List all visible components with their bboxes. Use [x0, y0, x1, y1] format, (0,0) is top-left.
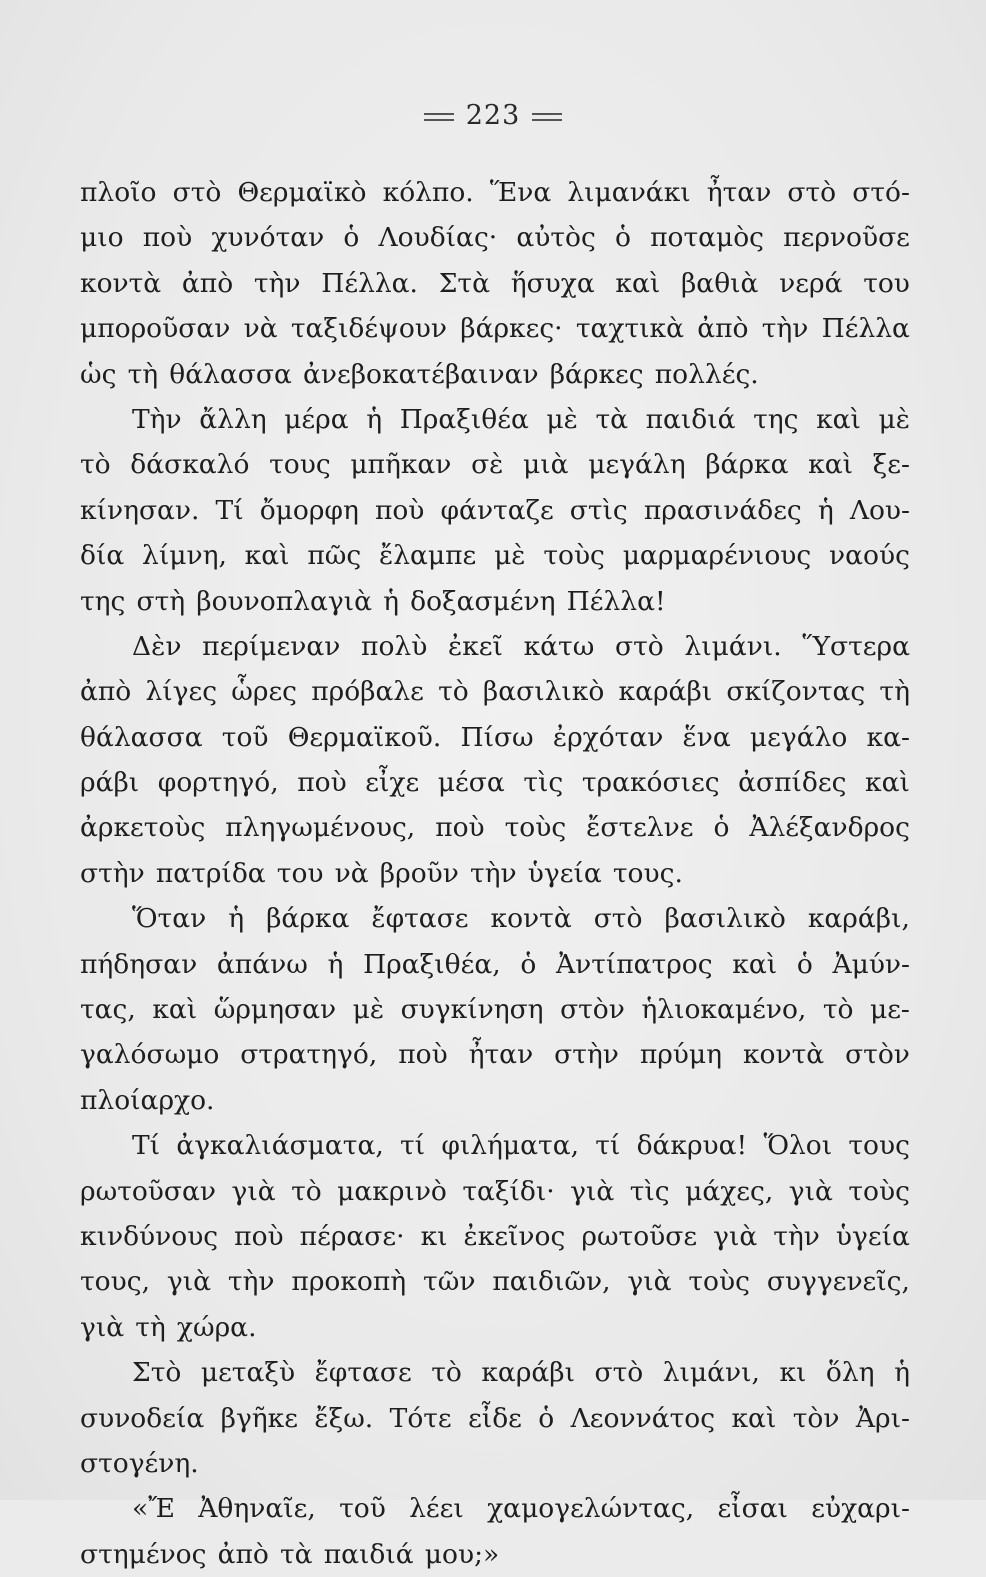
text-line: δία λίμνη, καὶ πῶς ἔλαμπε μὲ τοὺς μαρμαρένιους ναούς [80, 540, 910, 572]
text-line: ρωτοῦσαν γιὰ τὸ μακρινὸ ταξίδι· γιὰ τὶς μάχες, γιὰ τοὺς [80, 1175, 910, 1207]
text-line: Ὅταν ἡ βάρκα ἔφτασε κοντὰ στὸ βασιλικὸ καράβι, [132, 903, 910, 935]
text-line: της στὴ βουνοπλαγιὰ ἡ δοξασμένη Πέλλα! [80, 585, 666, 617]
text-line: Τὴν ἄλλη μέρα ἡ Πραξιθέα μὲ τὰ παιδιά της καὶ μὲ [132, 403, 910, 435]
text-line: Στὸ μεταξὺ ἔφτασε τὸ καράβι στὸ λιμάνι, κι ὅλη ἡ [132, 1357, 910, 1389]
page-number-header [0, 100, 986, 131]
text-line: τους, γιὰ τὴν προκοπὴ τῶν παιδιῶν, γιὰ τοὺς συγγενεῖς, [80, 1266, 910, 1298]
text-line: Δὲν περίμεναν πολὺ ἐκεῖ κάτω στὸ λιμάνι. Ὕστερα [132, 630, 910, 662]
page-number: 223 [465, 100, 521, 131]
text-line: πλοῖο στὸ Θερμαϊκὸ κόλπο. Ἕνα λιμανάκι ἦταν στὸ στό- [80, 177, 910, 208]
text-line: πλοίαρχο. [80, 1084, 215, 1116]
text-line: τας, καὶ ὥρμησαν μὲ συγκίνηση στὸν ἡλιοκαμένο, τὸ με- [80, 994, 910, 1026]
text-line: στογένη. [80, 1447, 199, 1479]
text-line: ὡς τὴ θάλασσα ἀνεβοκατέβαιναν βάρκες πολλές. [80, 358, 759, 390]
text-line: ράβι φορτηγό, ποὺ εἶχε μέσα τὶς τρακόσιες ἀσπίδες καὶ [80, 767, 910, 799]
text-line: γαλόσωμο στρατηγό, ποὺ ἦταν στὴν πρύμη κοντὰ στὸν [80, 1039, 910, 1071]
text-line: κίνησαν. Τί ὄμορφη ποὺ φάνταζε στὶς πρασινάδες ἡ Λου- [80, 494, 910, 526]
text-line: μιο ποὺ χυνόταν ὁ Λουδίας· αὐτὸς ὁ ποταμὸς περνοῦσε [80, 222, 910, 254]
text-line: στὴν πατρίδα του νὰ βροῦν τὴν ὑγεία τους. [80, 857, 683, 889]
text-line: κοντὰ ἀπὸ τὴν Πέλλα. Στὰ ἥσυχα καὶ βαθιὰ νερά του [80, 267, 910, 299]
body-text [80, 170, 910, 1577]
text-line: ἀπὸ λίγες ὧρες πρόβαλε τὸ βασιλικὸ καράβι σκίζοντας τὴ [80, 676, 910, 708]
left-double-dash [424, 113, 454, 121]
text-line: συνοδεία βγῆκε ἔξω. Τότε εἶδε ὁ Λεοννάτος καὶ τὸν Ἀρι- [80, 1402, 910, 1434]
text-line: κινδύνους ποὺ πέρασε· κι ἐκεῖνος ρωτοῦσε γιὰ τὴν ὑγεία [80, 1220, 910, 1252]
text-line: γιὰ τὴ χώρα. [80, 1311, 257, 1343]
right-double-dash [532, 113, 562, 121]
text-line: ἀρκετοὺς πληγωμένους, ποὺ τοὺς ἔστελνε ὁ Ἀλέξανδρος [80, 812, 910, 844]
text-line: Τί ἀγκαλιάσματα, τί φιλήματα, τί δάκρυα! Ὅλοι τους [132, 1130, 910, 1162]
text-line: στημένος ἀπὸ τὰ παιδιά μου;» [80, 1538, 500, 1570]
text-line: «Ἔ Ἀθηναῖε, τοῦ λέει χαμογελώντας, εἶσαι εὐχαρι- [132, 1493, 910, 1525]
text-line: πήδησαν ἀπάνω ἡ Πραξιθέα, ὁ Ἀντίπατρος καὶ ὁ Ἀμύν- [80, 948, 910, 980]
text-line: θάλασσα τοῦ Θερμαϊκοῦ. Πίσω ἐρχόταν ἕνα μεγάλο κα- [80, 721, 910, 753]
text-line: μποροῦσαν νὰ ταξιδέψουν βάρκες· ταχτικὰ ἀπὸ τὴν Πέλλα [80, 313, 910, 345]
text-line: τὸ δάσκαλό τους μπῆκαν σὲ μιὰ μεγάλη βάρκα καὶ ξε- [80, 449, 910, 481]
